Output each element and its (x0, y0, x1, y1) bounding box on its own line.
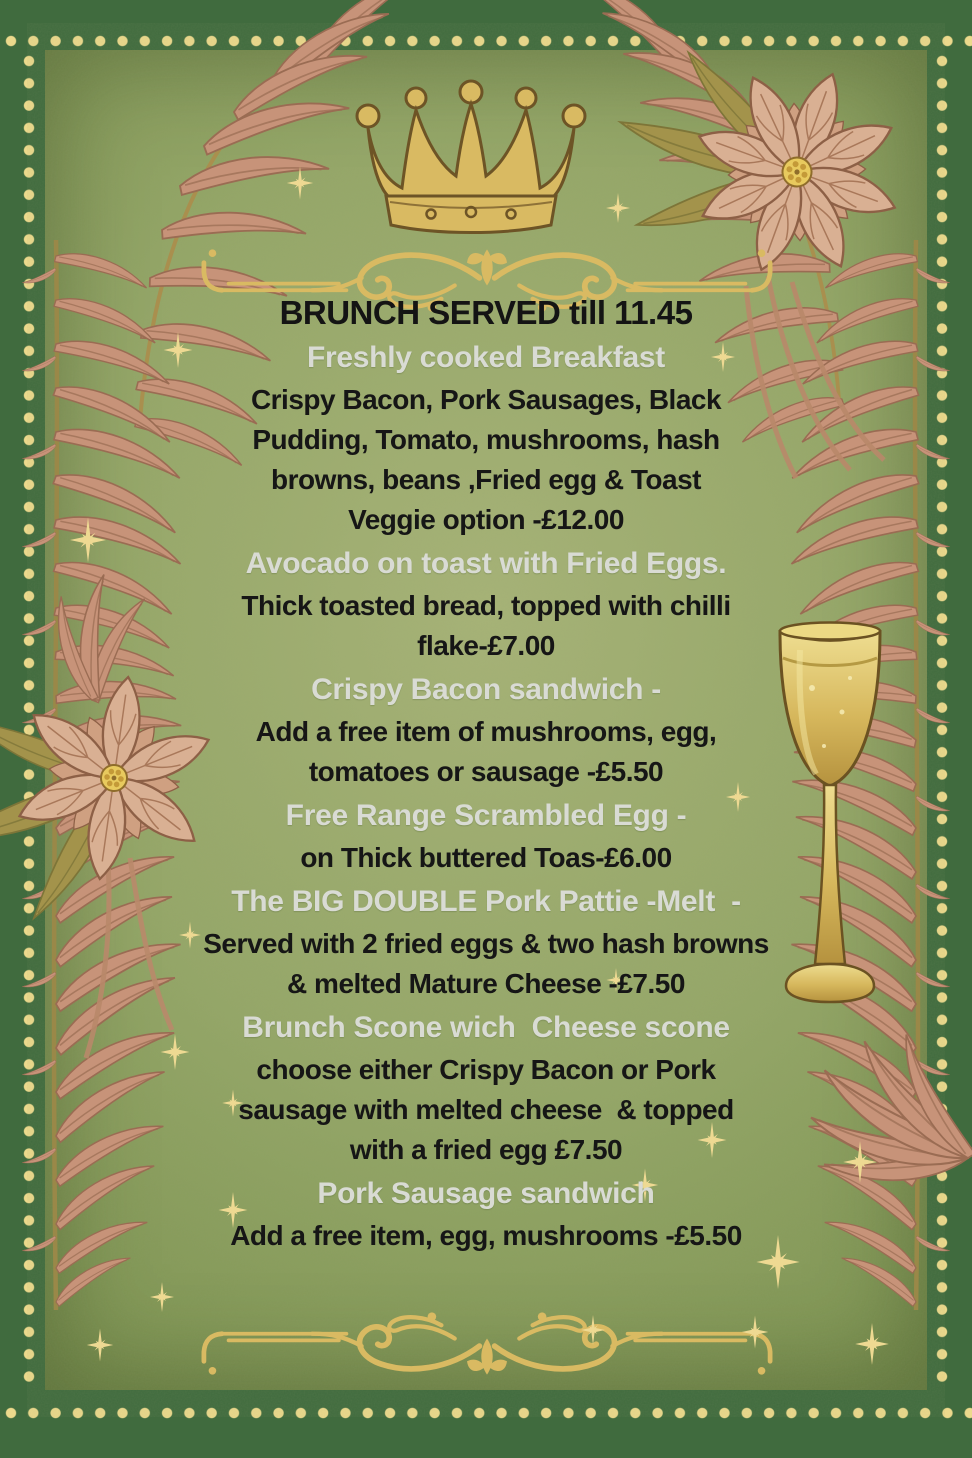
item-line: Add a free item of mushrooms, egg, (255, 716, 717, 747)
item-line: browns, beans ,Fried egg & Toast (271, 464, 701, 495)
item-line: Crispy Bacon, Pork Sausages, Black (250, 384, 722, 415)
item-heading: Brunch Scone wich Cheese scone (242, 1011, 730, 1044)
item-line: Served with 2 fried eggs & two hash browns (203, 928, 769, 959)
item-line: choose either Crispy Bacon or Pork (256, 1054, 716, 1085)
item-line: Pudding, Tomato, mushrooms, hash (252, 424, 720, 455)
item-line: Veggie option -£12.00 (348, 504, 624, 535)
menu-item (0, 336, 972, 540)
item-heading: Freshly cooked Breakfast (307, 341, 665, 374)
item-line: on Thick buttered Toas-£6.00 (300, 842, 672, 873)
item-heading: Pork Sausage sandwich (317, 1177, 655, 1210)
page-title: BRUNCH SERVED till 11.45 (279, 294, 693, 331)
item-line: with a fried egg £7.50 (349, 1134, 623, 1165)
menu-item (0, 542, 972, 666)
item-line: sausage with melted cheese & topped (238, 1094, 734, 1125)
item-line: flake-£7.00 (417, 630, 555, 661)
item-heading: Avocado on toast with Fried Eggs. (245, 547, 727, 580)
item-line: Add a free item, egg, mushrooms -£5.50 (230, 1220, 742, 1251)
item-line: & melted Mature Cheese -£7.50 (287, 968, 685, 999)
menu-item (0, 1006, 972, 1170)
item-heading: Crispy Bacon sandwich - (311, 673, 661, 706)
menu-item (0, 880, 972, 1004)
item-heading: Free Range Scrambled Egg - (285, 799, 687, 832)
item-line: Thick toasted bread, topped with chilli (241, 590, 731, 621)
menu-item (0, 794, 972, 878)
menu-text-block (0, 292, 972, 1256)
menu-item (0, 1172, 972, 1256)
item-line: tomatoes or sausage -£5.50 (308, 756, 664, 787)
item-heading: The BIG DOUBLE Pork Pattie -Melt - (231, 885, 741, 918)
menu-item (0, 668, 972, 792)
